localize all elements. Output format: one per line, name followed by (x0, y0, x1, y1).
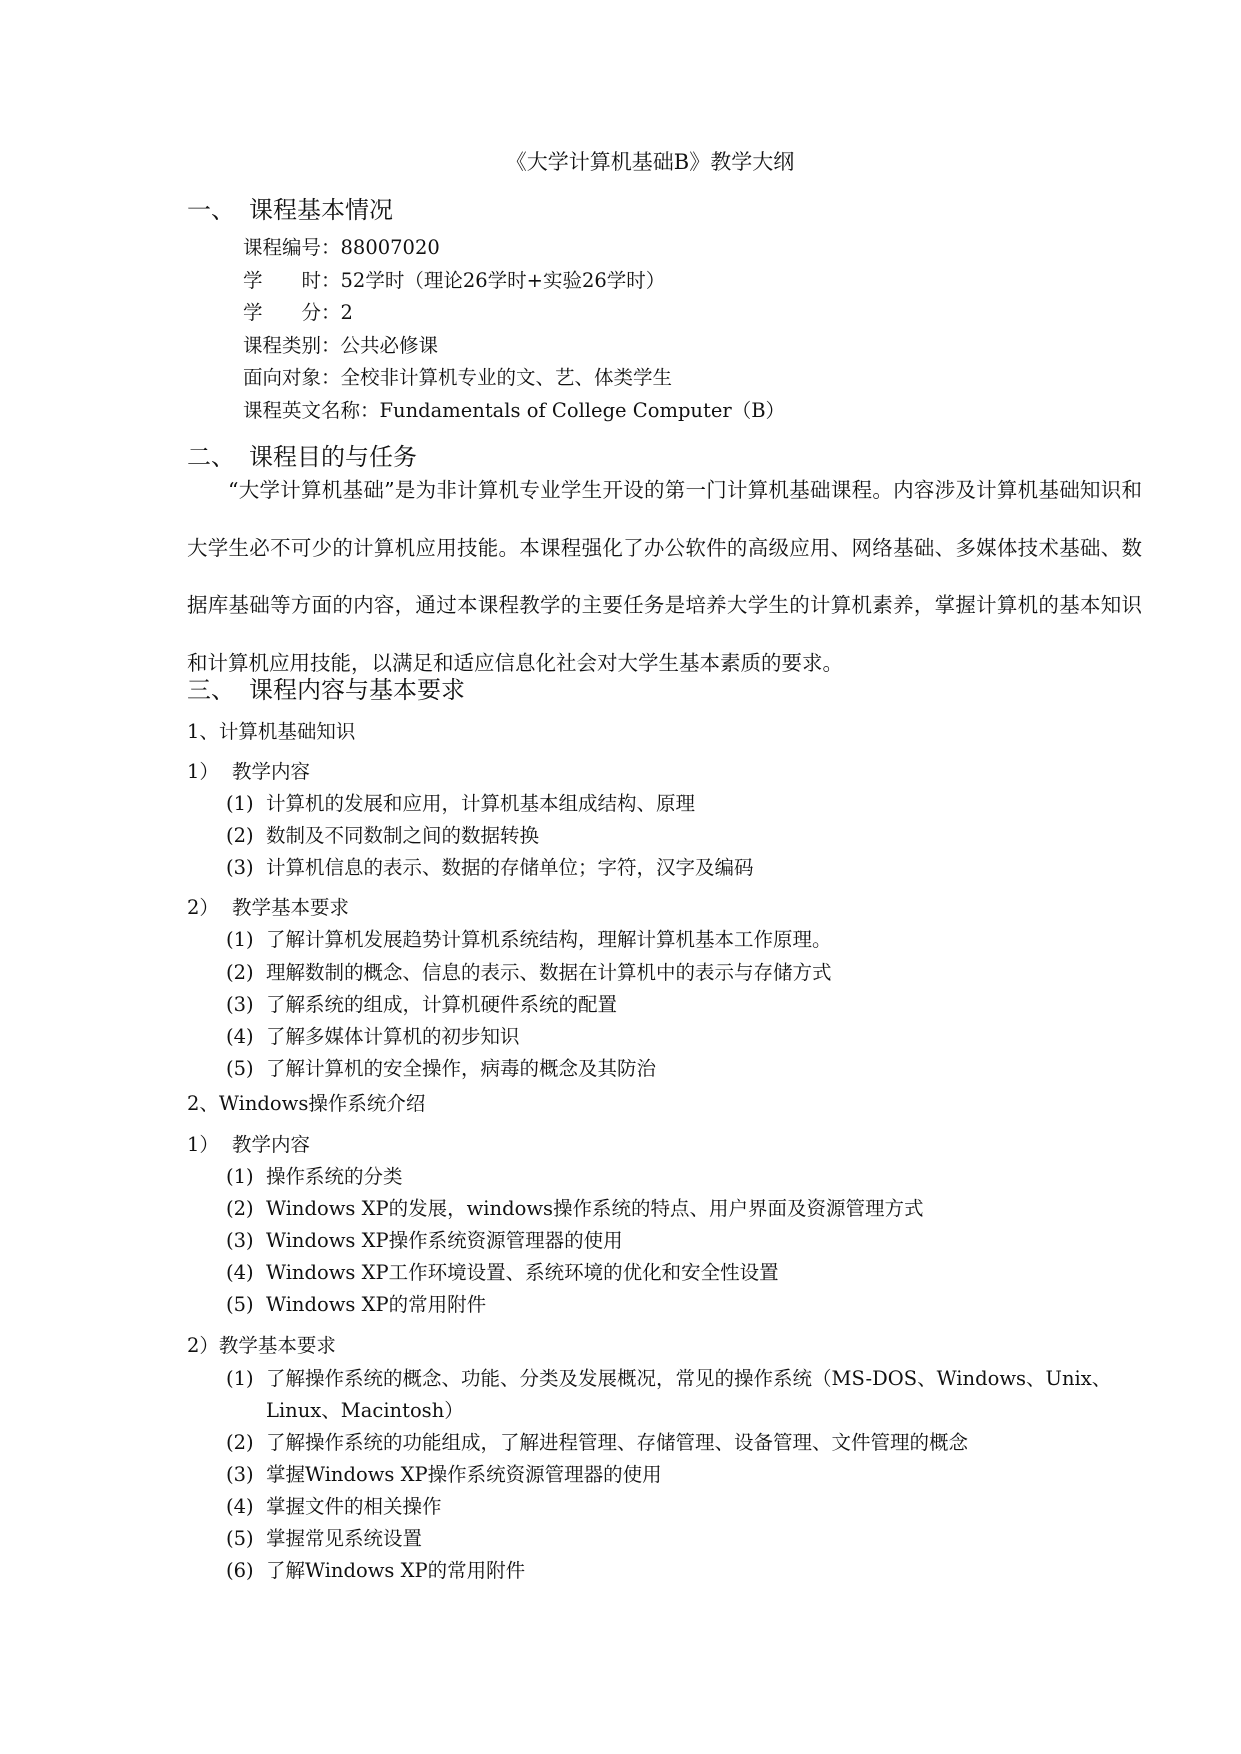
list-item (226, 1427, 968, 1455)
course-hours: 学 时：52学时（理论26学时+实验26学时） (243, 268, 666, 292)
course-english-name: 课程英文名称：Fundamentals of College Computer（B） (243, 398, 786, 422)
list-marker: (2) (226, 824, 254, 847)
list-item (226, 1161, 403, 1189)
list-item (226, 1193, 924, 1221)
list-marker: 2） (187, 896, 219, 919)
list-item (226, 924, 832, 952)
list-marker: (3) (226, 856, 254, 879)
list-item-text: 操作系统的分类 (266, 1165, 403, 1188)
list-item-text: 计算机的发展和应用，计算机基本组成结构、原理 (266, 792, 696, 815)
course-audience: 面向对象：全校非计算机专业的文、艺、体类学生 (243, 366, 673, 390)
list-item (226, 1225, 623, 1253)
list-item-text: 了解操作系统的概念、功能、分类及发展概况，常见的操作系统（MS-DOS、Windows、Unix、 (266, 1367, 1112, 1390)
section-1-heading (187, 190, 393, 225)
list-item-text: 了解计算机的安全操作，病毒的概念及其防治 (266, 1057, 657, 1080)
section-1-number: 一、 (187, 196, 235, 224)
part-2-content-label: 教学内容 (232, 1133, 311, 1156)
list-item-text: Windows XP的发展，windows操作系统的特点、用户界面及资源管理方式 (266, 1197, 924, 1220)
list-item (226, 1257, 779, 1285)
list-marker: (2) (226, 961, 254, 984)
section-3-title: 课程内容与基本要求 (249, 676, 465, 704)
list-item (226, 1459, 662, 1487)
list-marker: 1） (187, 760, 219, 783)
course-credits: 学 分：2 (243, 301, 353, 325)
list-item-text: 了解操作系统的功能组成，了解进程管理、存储管理、设备管理、文件管理的概念 (266, 1431, 969, 1454)
list-marker: (1) (226, 928, 254, 951)
section-3-number: 三、 (187, 676, 235, 704)
list-item-text: Windows XP工作环境设置、系统环境的优化和安全性设置 (266, 1261, 779, 1284)
part-2-requirements-heading: 2）教学基本要求 (187, 1334, 336, 1357)
list-item (226, 820, 539, 848)
list-item-text: Windows XP的常用附件 (266, 1293, 487, 1316)
list-item (226, 1555, 525, 1583)
list-marker: (5) (226, 1057, 254, 1080)
course-code: 课程编号：88007020 (243, 236, 440, 259)
section-2-number: 二、 (187, 443, 235, 471)
list-item-text: 了解Windows XP的常用附件 (266, 1559, 526, 1582)
list-marker: (6) (226, 1559, 254, 1582)
list-marker: (1) (226, 1165, 254, 1188)
list-item-text: Windows XP操作系统资源管理器的使用 (266, 1229, 623, 1252)
part-1-content-label: 教学内容 (232, 760, 311, 783)
list-item-text: 了解计算机发展趋势计算机系统结构，理解计算机基本工作原理。 (266, 928, 832, 951)
list-item (226, 957, 832, 985)
part-1-requirements-heading (187, 892, 349, 920)
list-item-text: 数制及不同数制之间的数据转换 (266, 824, 540, 847)
list-marker: 1） (187, 1133, 219, 1156)
list-item-text: 掌握常见系统设置 (266, 1527, 423, 1550)
list-item-text: 了解多媒体计算机的初步知识 (266, 1025, 520, 1048)
list-item-text: 掌握Windows XP操作系统资源管理器的使用 (266, 1463, 662, 1486)
list-marker: (3) (226, 1463, 254, 1486)
part-2-content-heading (187, 1129, 310, 1157)
list-item-text: 计算机信息的表示、数据的存储单位；字符，汉字及编码 (266, 856, 754, 879)
list-marker: (5) (226, 1527, 254, 1550)
list-item-text: 了解系统的组成，计算机硬件系统的配置 (266, 993, 618, 1016)
section-3-heading (187, 670, 465, 705)
list-item (226, 852, 754, 880)
course-category: 课程类别：公共必修课 (243, 333, 439, 357)
list-item (226, 1289, 486, 1317)
list-item (226, 989, 617, 1017)
list-item (226, 1523, 422, 1551)
list-marker: (3) (226, 1229, 254, 1252)
list-marker: (4) (226, 1261, 254, 1284)
list-marker: (5) (226, 1293, 254, 1316)
list-item (226, 788, 695, 816)
list-marker: (3) (226, 993, 254, 1016)
list-marker: (2) (226, 1197, 254, 1220)
course-purpose-paragraph: “大学计算机基础”是为非计算机专业学生开设的第一门计算机基础课程。内容涉及计算机基础知识和大学生必不可少的计算机应用技能。本课程强化了办公软件的高级应用、网络基础、多媒体技术基础、数据库基础等方面的内容，通过本课程教学的主要任务是培养大学生的计算机素养，掌握计算机的基本知识和计算机应用技能，以满足和适应信息化社会对大学生基本素质的要求。 (187, 478, 1142, 675)
list-marker: (4) (226, 1025, 254, 1048)
list-item-continuation: Linux、Macintosh） (266, 1399, 464, 1422)
list-marker: (2) (226, 1431, 254, 1454)
list-item (226, 1021, 520, 1049)
document-title: 《大学计算机基础B》教学大纲 (505, 150, 795, 174)
part-2-title: 2、Windows操作系统介绍 (187, 1092, 426, 1115)
section-1-title: 课程基本情况 (249, 196, 393, 224)
part-1-title: 1、计算机基础知识 (187, 720, 356, 743)
section-2-title: 课程目的与任务 (249, 443, 417, 471)
list-item-text: 掌握文件的相关操作 (266, 1495, 442, 1518)
list-marker: (1) (226, 792, 254, 815)
list-item-text: 理解数制的概念、信息的表示、数据在计算机中的表示与存储方式 (266, 961, 832, 984)
part-1-requirements-label: 教学基本要求 (232, 896, 350, 919)
list-item (226, 1053, 656, 1081)
list-marker: (1) (226, 1367, 254, 1390)
list-item (226, 1363, 1111, 1391)
list-item (226, 1491, 442, 1519)
course-info-list (243, 232, 785, 428)
list-marker: (4) (226, 1495, 254, 1518)
part-1-content-heading (187, 756, 310, 784)
